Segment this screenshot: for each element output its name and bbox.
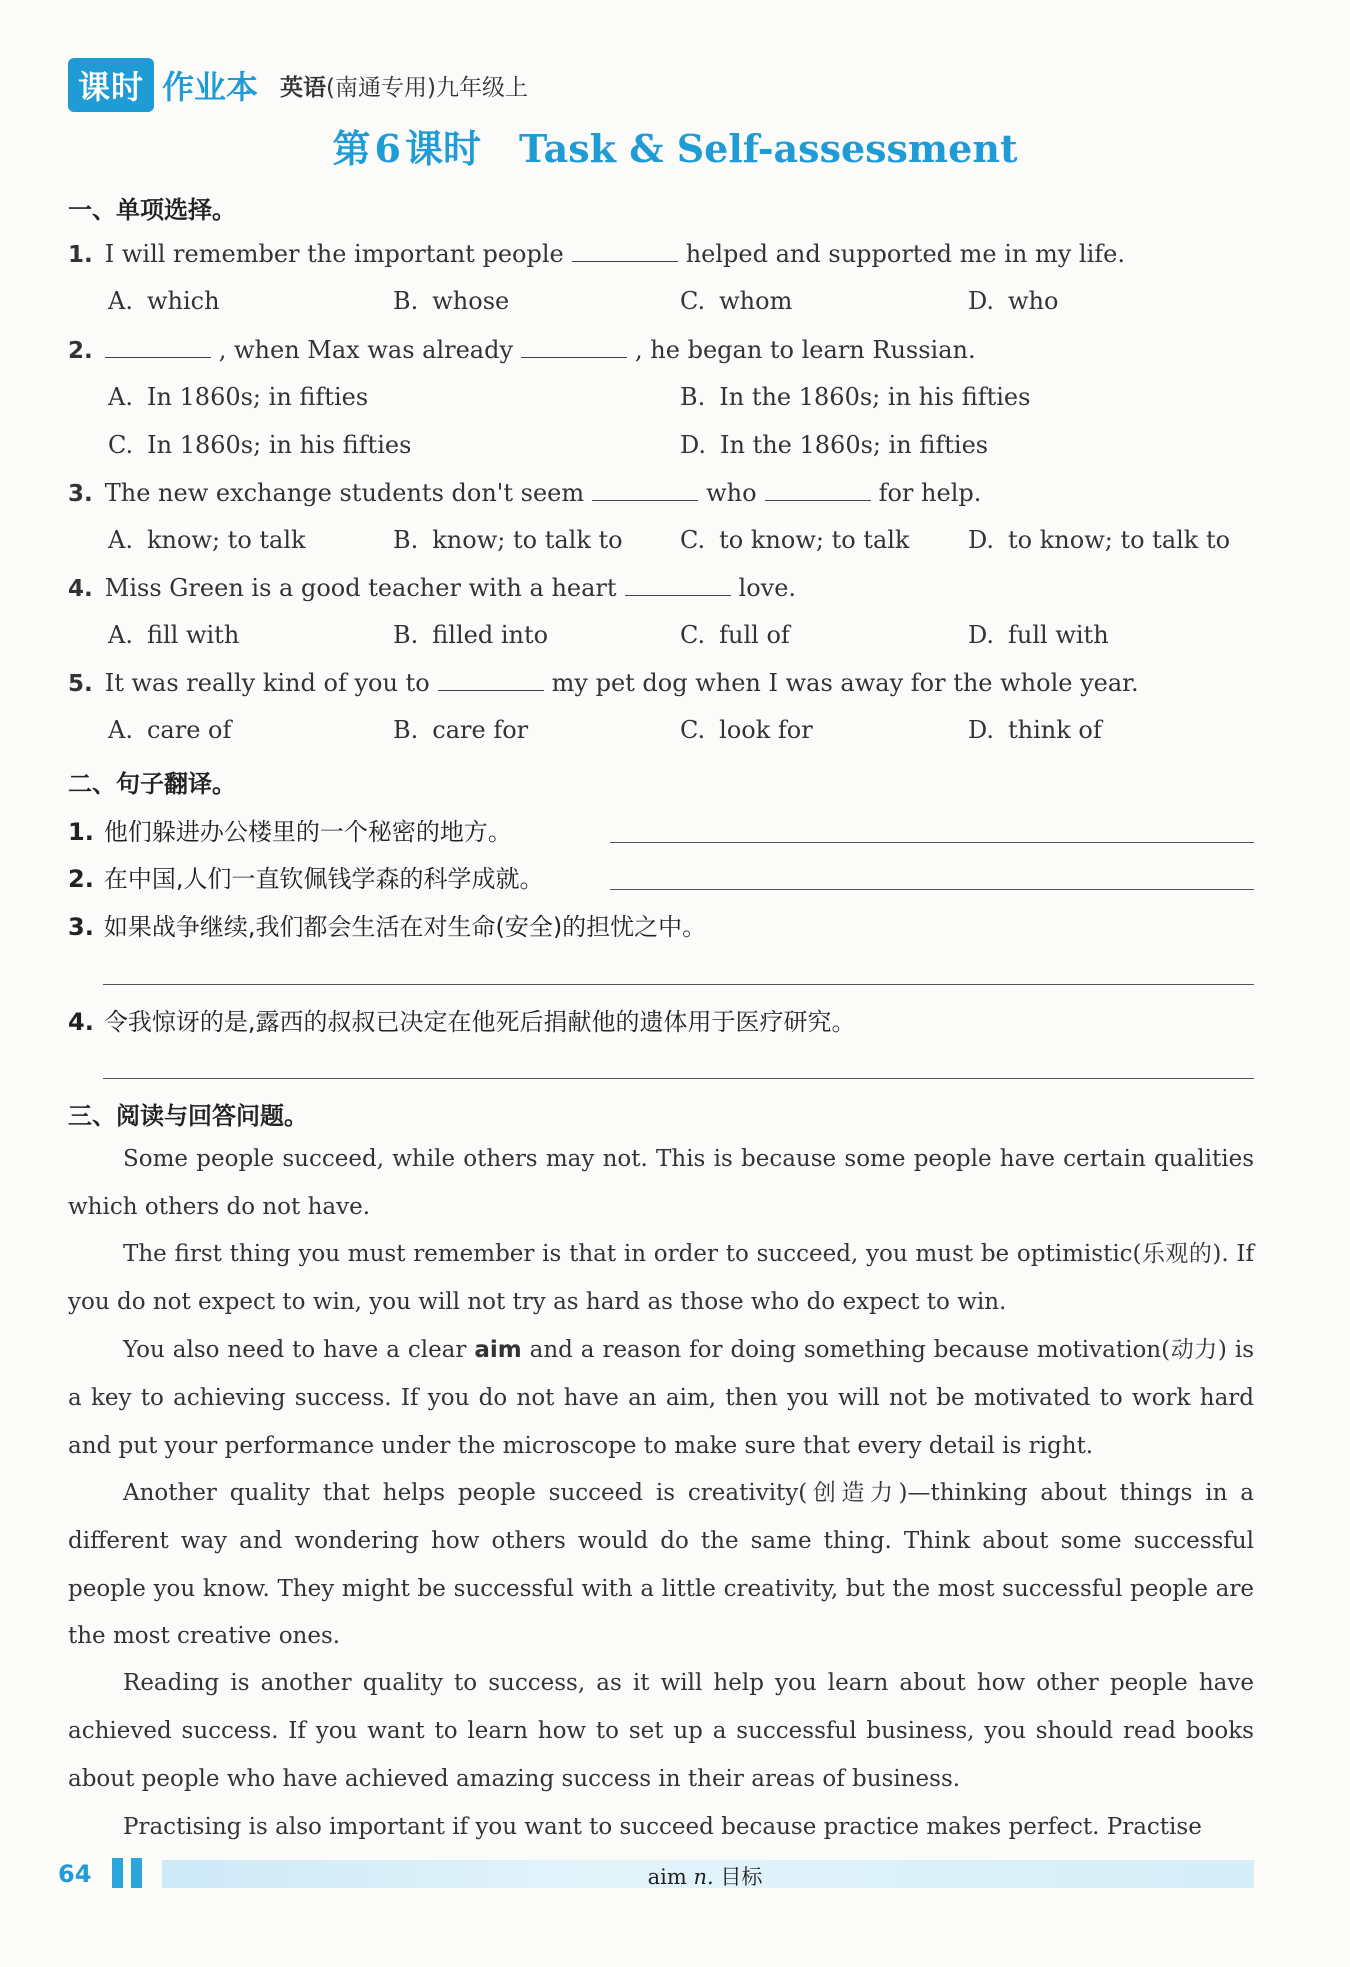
option-d[interactable]: D. full with [968, 621, 1109, 649]
brand-name: 作业本 [162, 68, 259, 106]
option-b[interactable]: B. care for [393, 716, 529, 744]
option-b[interactable]: B. filled into [393, 621, 549, 649]
option-c[interactable]: C. to know; to talk [680, 526, 910, 554]
option-d[interactable]: D. think of [968, 716, 1102, 744]
reading-paragraph-6: Practising is also important if you want to succeed because practice makes perfect. Practise [123, 1814, 1202, 1840]
question-2: 2. , when Max was already , he began to learn Russian. [68, 336, 976, 364]
translation-item-1: 1. 他们躲进办公楼里的一个秘密的地方。 [68, 818, 512, 846]
option-d[interactable]: D. In the 1860s; in fifties [680, 431, 989, 459]
answer-blank[interactable] [572, 241, 678, 262]
answer-blank[interactable] [521, 337, 627, 358]
option-a[interactable]: A. know; to talk [108, 526, 306, 554]
option-d[interactable]: D. to know; to talk to [968, 526, 1231, 554]
question-1: 1. I will remember the important people helped and supported me in my life. [68, 240, 1125, 268]
option-c[interactable]: C. In 1860s; in his fifties [108, 431, 412, 459]
answer-blank[interactable] [625, 575, 731, 596]
reading-paragraph-2: The first thing you must remember is that in order to succeed, you must be optimistic(乐观的). If you do not expect to win, you will not try as hard as those who do expect to win. [68, 1241, 1254, 1315]
answer-line[interactable] [103, 1078, 1254, 1079]
section-heading-translation: 二、句子翻译。 [68, 770, 236, 798]
footer-glossary: aim n. 目标 [647, 1865, 763, 1889]
brand-header [68, 58, 528, 112]
option-c[interactable]: C. whom [680, 287, 793, 315]
option-b[interactable]: B. know; to talk to [393, 526, 623, 554]
option-b[interactable]: B. In the 1860s; in his fifties [680, 383, 1031, 411]
section-heading-choice: 一、单项选择。 [68, 196, 236, 224]
reading-paragraph-4: Another quality that helps people succeed is creativity(创造力)—thinking about things in a different way and wondering how others would do the same thing. Think about some successful people you know. They might be successful with a little creativity, but the most successful people are the most creative ones. [68, 1480, 1254, 1650]
option-c[interactable]: C. full of [680, 621, 790, 649]
option-a[interactable]: A. In 1860s; in fifties [108, 383, 369, 411]
translation-item-2: 2. 在中国,人们一直钦佩钱学森的科学成就。 [68, 865, 544, 893]
brand-badge: 课时 [68, 58, 154, 112]
question-4: 4. Miss Green is a good teacher with a heart love. [68, 574, 797, 602]
answer-line[interactable] [610, 889, 1254, 890]
answer-blank[interactable] [438, 670, 544, 691]
reading-paragraph-5: Reading is another quality to success, as it will help you learn about how other people have achieved success. If you want to learn how to set up a successful business, you should read books about people who have achieved amazing success in their areas of business. [68, 1670, 1254, 1792]
reading-paragraph-1: Some people succeed, while others may not. This is because some people have certain qualities which others do not have. [68, 1146, 1254, 1220]
answer-blank[interactable] [765, 480, 871, 501]
lesson-title: 第 6 课时 Task & Self-assessment [332, 126, 1018, 171]
page-number: 64 [58, 1860, 92, 1888]
option-a[interactable]: A. care of [108, 716, 232, 744]
reading-paragraph-3: You also need to have a clear aim and a reason for doing something because motivation(动力) is a key to achieving success. If you do not have an aim, then you will not be motivated to work hard and put your performance under the microscope to make sure that every detail is right. [68, 1337, 1254, 1459]
option-a[interactable]: A. which [108, 287, 220, 315]
answer-blank[interactable] [105, 337, 211, 358]
subject-label: 英语(南通专用)九年级上 [280, 74, 528, 101]
option-c[interactable]: C. look for [680, 716, 813, 744]
answer-line[interactable] [103, 984, 1254, 985]
option-a[interactable]: A. fill with [108, 621, 240, 649]
question-5: 5. It was really kind of you to my pet dog when I was away for the whole year. [68, 669, 1139, 697]
option-d[interactable]: D. who [968, 287, 1059, 315]
section-heading-reading: 三、阅读与回答问题。 [68, 1102, 308, 1130]
question-3: 3. The new exchange students don't seem who for help. [68, 479, 982, 507]
translation-item-3: 3. 如果战争继续,我们都会生活在对生命(安全)的担忧之中。 [68, 913, 707, 941]
option-b[interactable]: B. whose [393, 287, 510, 315]
answer-line[interactable] [610, 842, 1254, 843]
answer-blank[interactable] [592, 480, 698, 501]
translation-item-4: 4. 令我惊讶的是,露西的叔叔已决定在他死后捐献他的遗体用于医疗研究。 [68, 1008, 856, 1036]
